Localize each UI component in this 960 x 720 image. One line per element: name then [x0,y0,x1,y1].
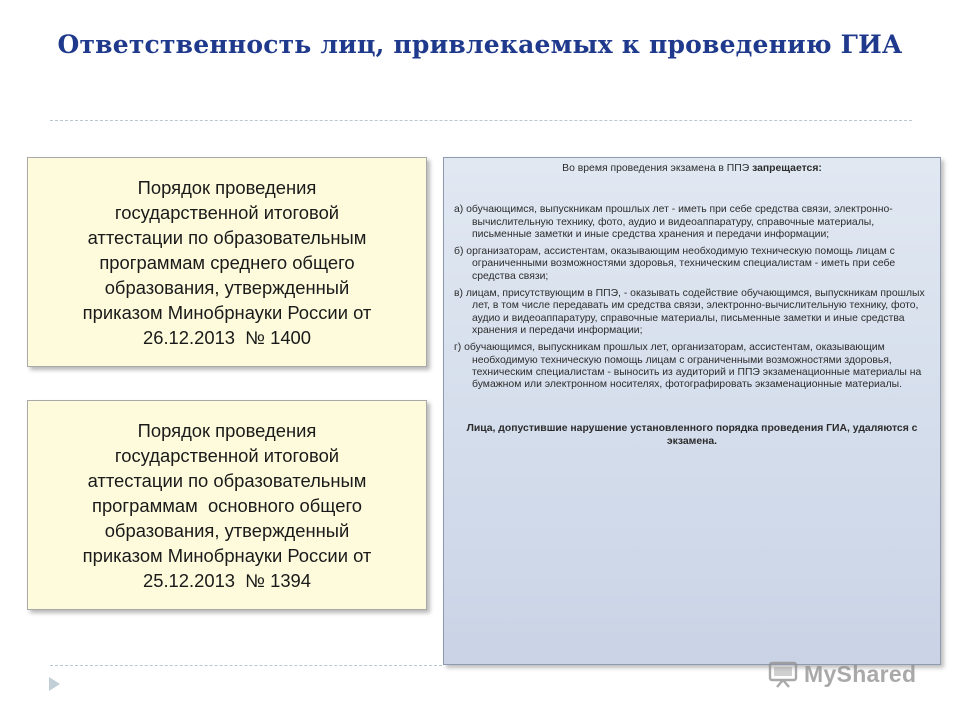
top-divider [50,120,912,121]
triangle-bullet-icon [49,677,60,691]
watermark [768,657,916,691]
prohibition-item: г) обучающимся, выпускникам прошлых лет, организаторам, ассистентам, оказывающим необходимую техническую помощь лицам с ограниченными возможностями здоровья, техническим специалистам - выносить из аудиторий и ППЭ экзаменационные материалы на бумажном или электронном носителях, фотографировать экзаменационные материалы. [454,342,922,391]
document-text [83,175,372,350]
presentation-board-icon [768,659,798,689]
document-line: 25.12.2013 № 1394 [142,569,311,591]
heading-emphasis: запрещается: [752,163,822,174]
document-line: 26.12.2013 № 1400 [142,326,311,348]
violation-note: Лица, допустившие нарушение установленного порядка проведения ГИА, удаляются с экзамена. [466,423,918,447]
prohibitions-heading [454,163,930,175]
prohibition-item: б) организаторам, ассистентам, оказывающим необходимую техническую помощь лицам с ограниченными возможностями здоровья, техническим специалистам - иметь при себе средства связи; [454,246,896,282]
document-line: образования, утвержденный [104,519,350,541]
document-line: государственной итоговой [114,201,340,223]
prohibition-item: а) обучающимся, выпускникам прошлых лет - иметь при себе средства связи, электронно-вычислительную технику, фото, аудио и видеоаппаратуру, справочные материалы, письменные заметки и иные средства хранения и передачи информации; [454,204,893,240]
document-text [83,418,372,593]
document-line: приказом Минобрнауки России от [82,544,372,566]
document-line: Порядок проведения [137,176,317,198]
prohibitions-panel [443,157,941,665]
prohibition-item: в) лицам, присутствующим в ППЭ, - оказывать содействие обучающимся, выпускникам прошлых лет, в том числе передавать им средства связи, электронно-вычислительную технику, фото, аудио и видеоаппаратуру, справочные материалы, письменные заметки и иные средства хранения и передачи информации; [454,288,925,336]
document-line: программам среднего общего [99,251,355,273]
document-line: государственной итоговой [114,444,340,466]
slide-title: Ответственность лиц, привлекаемых к проведению ГИА [57,30,903,59]
heading-prefix: Во время проведения экзамена в ППЭ [562,163,753,174]
document-line: аттестации по образовательным [87,469,367,491]
document-line: Порядок проведения [137,419,317,441]
watermark-text: MyShared [804,660,917,687]
document-line: приказом Минобрнауки России от [82,301,372,323]
document-line: аттестации по образовательным [87,226,367,248]
document-card-basic [27,400,427,610]
document-line: программам основного общего [91,494,362,516]
document-card-secondary [27,157,427,367]
document-line: образования, утвержденный [104,276,350,298]
bottom-divider [50,665,442,666]
